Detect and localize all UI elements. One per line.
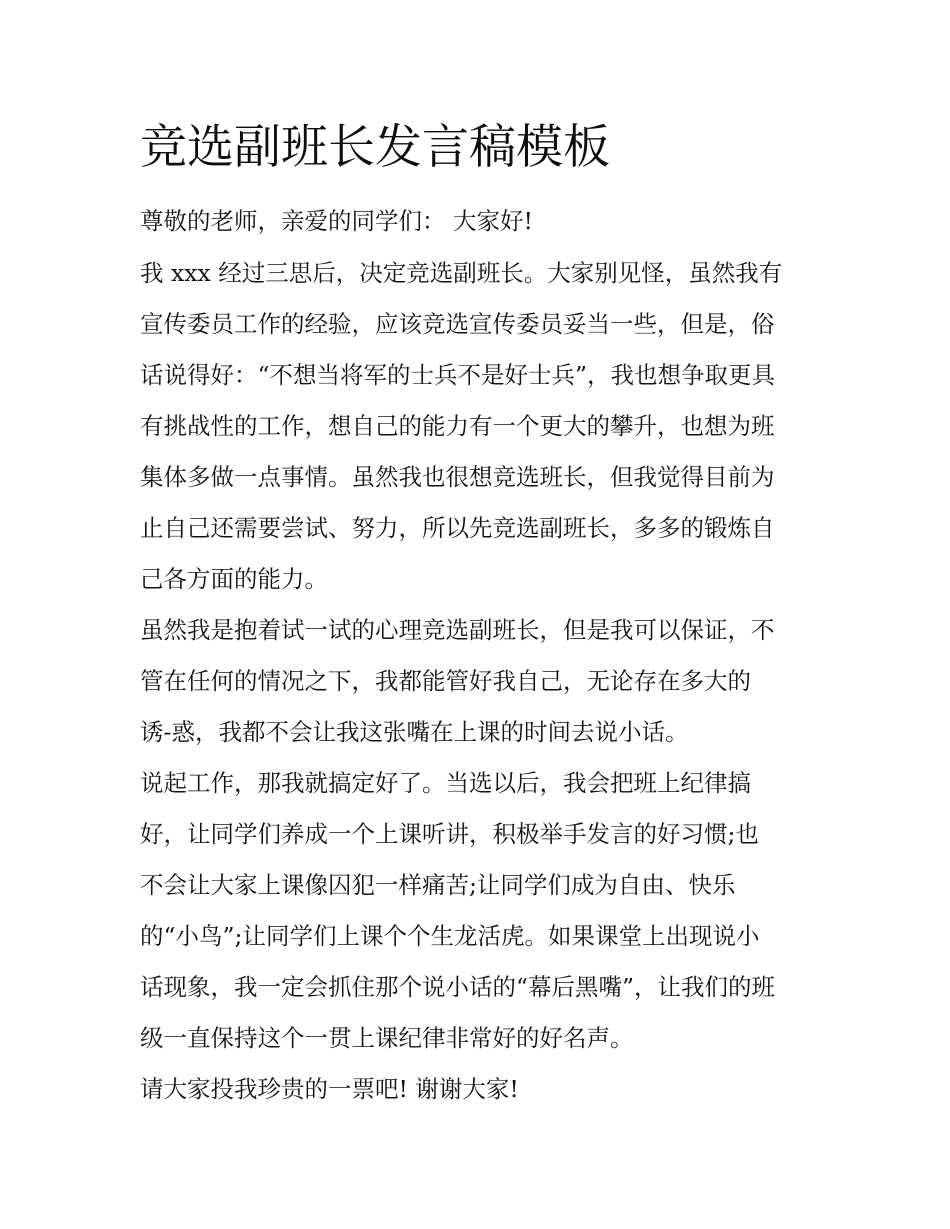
paragraph-3-line-6: 级一直保持这个一贯上课纪律非常好的好名声。 bbox=[140, 1024, 634, 1052]
paragraph-1-line-2: 宣传委员工作的经验，应该竞选宣传委员妥当一些，但是，俗 bbox=[140, 310, 775, 338]
paragraph-3-line-3: 不会让大家上课像囚犯一样痛苦;让同学们成为自由、快乐 bbox=[140, 871, 736, 899]
paragraph-1-line-1: 我 xxx 经过三思后，决定竞选副班长。大家别见怪，虽然我有 bbox=[140, 259, 783, 287]
paragraph-1-line-3: 话说得好：“不想当将军的士兵不是好士兵”，我也想争取更具 bbox=[140, 361, 776, 389]
paragraph-2-line-1: 虽然我是抱着试一试的心理竞选副班长，但是我可以保证，不 bbox=[140, 616, 775, 644]
paragraph-1-line-7: 己各方面的能力。 bbox=[140, 565, 328, 593]
paragraph-1-line-6: 止自己还需要尝试、努力，所以先竞选副班长，多多的锻炼自 bbox=[140, 514, 775, 542]
paragraph-1-line-5: 集体多做一点事情。虽然我也很想竞选班长，但我觉得目前为 bbox=[140, 463, 775, 491]
paragraph-2-line-3: 诱-惑，我都不会让我这张嘴在上课的时间去说小话。 bbox=[140, 718, 689, 746]
document-title: 竞选副班长发言稿模板 bbox=[140, 120, 610, 175]
paragraph-1-line-4: 有挑战性的工作，想自己的能力有一个更大的攀升，也想为班 bbox=[140, 412, 775, 440]
paragraph-3-line-1: 说起工作，那我就搞定好了。当选以后，我会把班上纪律搞 bbox=[140, 769, 751, 797]
greeting-line: 尊敬的老师，亲爱的同学们： 大家好! bbox=[140, 207, 533, 235]
paragraph-3-line-2: 好，让同学们养成一个上课听讲，积极举手发言的好习惯;也 bbox=[140, 820, 759, 848]
closing-line: 请大家投我珍贵的一票吧! 谢谢大家! bbox=[140, 1075, 519, 1103]
paragraph-3-line-5: 话现象，我一定会抓住那个说小话的“幕后黑嘴”，让我们的班 bbox=[140, 973, 776, 1001]
paragraph-2-line-2: 管在任何的情况之下，我都能管好我自己，无论存在多大的 bbox=[140, 667, 751, 695]
paragraph-3-line-4: 的“小鸟”;让同学们上课个个生龙活虎。如果课堂上出现说小 bbox=[140, 922, 760, 950]
